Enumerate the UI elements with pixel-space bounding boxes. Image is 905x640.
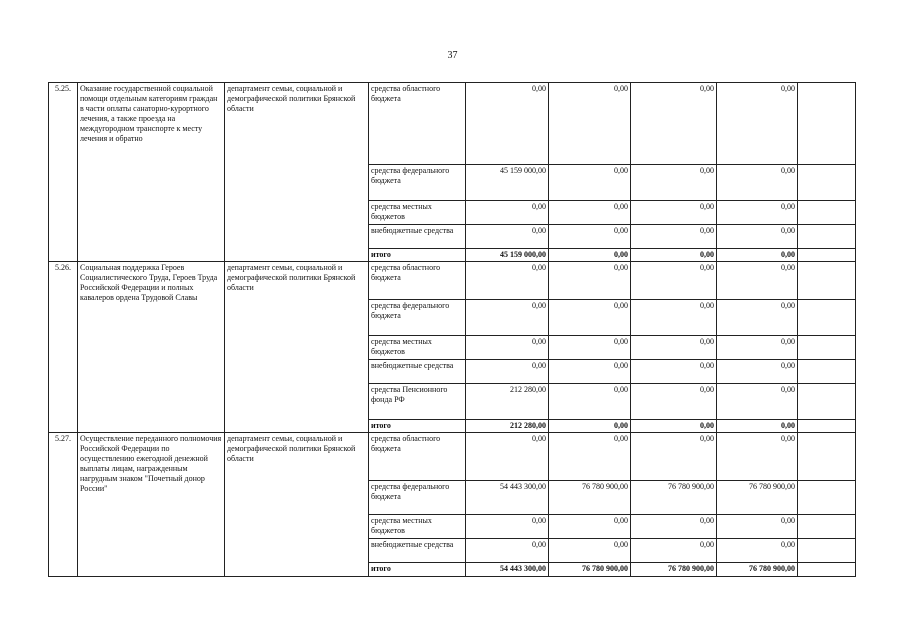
amount-cell: 54 443 300,00 — [466, 563, 549, 577]
amount-cell: 0,00 — [466, 262, 549, 300]
amount-cell: 0,00 — [631, 336, 717, 360]
amount-cell: 0,00 — [631, 165, 717, 201]
amount-cell: 0,00 — [631, 201, 717, 225]
item-description: Осуществление переданного полномочия Российской Федерации по осуществлению ежегодной денежной выплаты лицам, награжденным нагрудным знаком "Почетный донор России" — [78, 433, 225, 577]
amount-cell: 212 280,00 — [466, 384, 549, 420]
funding-source: внебюджетные средства — [369, 360, 466, 384]
amount-cell: 0,00 — [631, 262, 717, 300]
empty-cell — [798, 420, 856, 433]
amount-cell: 0,00 — [631, 300, 717, 336]
amount-cell: 76 780 900,00 — [549, 563, 631, 577]
amount-cell: 0,00 — [631, 225, 717, 249]
amount-cell: 45 159 000,00 — [466, 165, 549, 201]
amount-cell: 0,00 — [631, 83, 717, 165]
amount-cell: 0,00 — [631, 433, 717, 481]
amount-cell: 0,00 — [717, 249, 798, 262]
funding-source: средства Пенсионного фонда РФ — [369, 384, 466, 420]
amount-cell: 0,00 — [549, 300, 631, 336]
item-description: Социальная поддержка Героев Социалистического Труда, Героев Труда Российской Федерации и полных кавалеров ордена Трудовой Славы — [78, 262, 225, 433]
amount-cell: 76 780 900,00 — [549, 481, 631, 515]
item-description: Оказание государственной социальной помощи отдельным категориям граждан в части оплаты санаторно-курортного лечения, а также проезда на междугородном транспорте к месту лечения и обратно — [78, 83, 225, 262]
amount-cell: 0,00 — [466, 83, 549, 165]
amount-cell: 0,00 — [466, 433, 549, 481]
amount-cell: 0,00 — [631, 539, 717, 563]
funding-source: итого — [369, 249, 466, 262]
amount-cell: 0,00 — [717, 539, 798, 563]
empty-cell — [798, 262, 856, 300]
amount-cell: 0,00 — [466, 225, 549, 249]
amount-cell: 0,00 — [549, 384, 631, 420]
amount-cell: 0,00 — [466, 515, 549, 539]
amount-cell: 0,00 — [466, 539, 549, 563]
item-number: 5.25. — [49, 83, 78, 262]
amount-cell: 0,00 — [466, 300, 549, 336]
amount-cell: 0,00 — [549, 420, 631, 433]
amount-cell: 0,00 — [549, 336, 631, 360]
empty-cell — [798, 165, 856, 201]
table-row — [49, 83, 856, 165]
amount-cell: 0,00 — [631, 249, 717, 262]
amount-cell: 0,00 — [631, 515, 717, 539]
empty-cell — [798, 481, 856, 515]
amount-cell: 0,00 — [717, 262, 798, 300]
amount-cell: 0,00 — [631, 420, 717, 433]
amount-cell: 76 780 900,00 — [631, 563, 717, 577]
empty-cell — [798, 433, 856, 481]
funding-source: средства местных бюджетов — [369, 515, 466, 539]
item-executor: департамент семьи, социальной и демографической политики Брянской области — [225, 433, 369, 577]
amount-cell: 0,00 — [631, 360, 717, 384]
item-executor: департамент семьи, социальной и демографической политики Брянской области — [225, 262, 369, 433]
amount-cell: 0,00 — [717, 225, 798, 249]
item-number: 5.26. — [49, 262, 78, 433]
empty-cell — [798, 515, 856, 539]
amount-cell: 0,00 — [717, 336, 798, 360]
amount-cell: 0,00 — [549, 515, 631, 539]
empty-cell — [798, 336, 856, 360]
amount-cell: 76 780 900,00 — [631, 481, 717, 515]
amount-cell: 0,00 — [717, 360, 798, 384]
funding-source: внебюджетные средства — [369, 225, 466, 249]
funding-source: итого — [369, 563, 466, 577]
amount-cell: 76 780 900,00 — [717, 563, 798, 577]
funding-source: средства федерального бюджета — [369, 481, 466, 515]
amount-cell: 45 159 000,00 — [466, 249, 549, 262]
empty-cell — [798, 563, 856, 577]
amount-cell: 0,00 — [549, 262, 631, 300]
amount-cell: 0,00 — [549, 165, 631, 201]
amount-cell: 0,00 — [631, 384, 717, 420]
amount-cell: 0,00 — [549, 539, 631, 563]
amount-cell: 0,00 — [466, 336, 549, 360]
amount-cell: 0,00 — [717, 384, 798, 420]
funding-source: средства федерального бюджета — [369, 165, 466, 201]
empty-cell — [798, 83, 856, 165]
amount-cell: 0,00 — [717, 433, 798, 481]
amount-cell: 0,00 — [717, 165, 798, 201]
funding-source: итого — [369, 420, 466, 433]
amount-cell: 0,00 — [717, 83, 798, 165]
empty-cell — [798, 249, 856, 262]
amount-cell: 0,00 — [466, 201, 549, 225]
amount-cell: 76 780 900,00 — [717, 481, 798, 515]
amount-cell: 0,00 — [549, 201, 631, 225]
funding-source: средства федерального бюджета — [369, 300, 466, 336]
amount-cell: 0,00 — [549, 225, 631, 249]
amount-cell: 212 280,00 — [466, 420, 549, 433]
amount-cell: 0,00 — [466, 360, 549, 384]
amount-cell: 0,00 — [549, 433, 631, 481]
empty-cell — [798, 384, 856, 420]
amount-cell: 0,00 — [717, 515, 798, 539]
empty-cell — [798, 225, 856, 249]
amount-cell: 0,00 — [549, 83, 631, 165]
funding-source: средства местных бюджетов — [369, 201, 466, 225]
table-body — [49, 83, 856, 577]
amount-cell: 0,00 — [549, 249, 631, 262]
empty-cell — [798, 201, 856, 225]
item-number: 5.27. — [49, 433, 78, 577]
funding-source: средства областного бюджета — [369, 262, 466, 300]
empty-cell — [798, 539, 856, 563]
amount-cell: 0,00 — [717, 420, 798, 433]
funding-source: средства областного бюджета — [369, 83, 466, 165]
item-executor: департамент семьи, социальной и демографической политики Брянской области — [225, 83, 369, 262]
funding-source: средства местных бюджетов — [369, 336, 466, 360]
page-number: 37 — [447, 50, 458, 61]
table-row — [49, 262, 856, 300]
empty-cell — [798, 300, 856, 336]
funding-source: внебюджетные средства — [369, 539, 466, 563]
amount-cell: 54 443 300,00 — [466, 481, 549, 515]
table-row — [49, 433, 856, 481]
funding-source: средства областного бюджета — [369, 433, 466, 481]
amount-cell: 0,00 — [717, 201, 798, 225]
amount-cell: 0,00 — [549, 360, 631, 384]
amount-cell: 0,00 — [717, 300, 798, 336]
budget-table — [48, 82, 856, 577]
empty-cell — [798, 360, 856, 384]
